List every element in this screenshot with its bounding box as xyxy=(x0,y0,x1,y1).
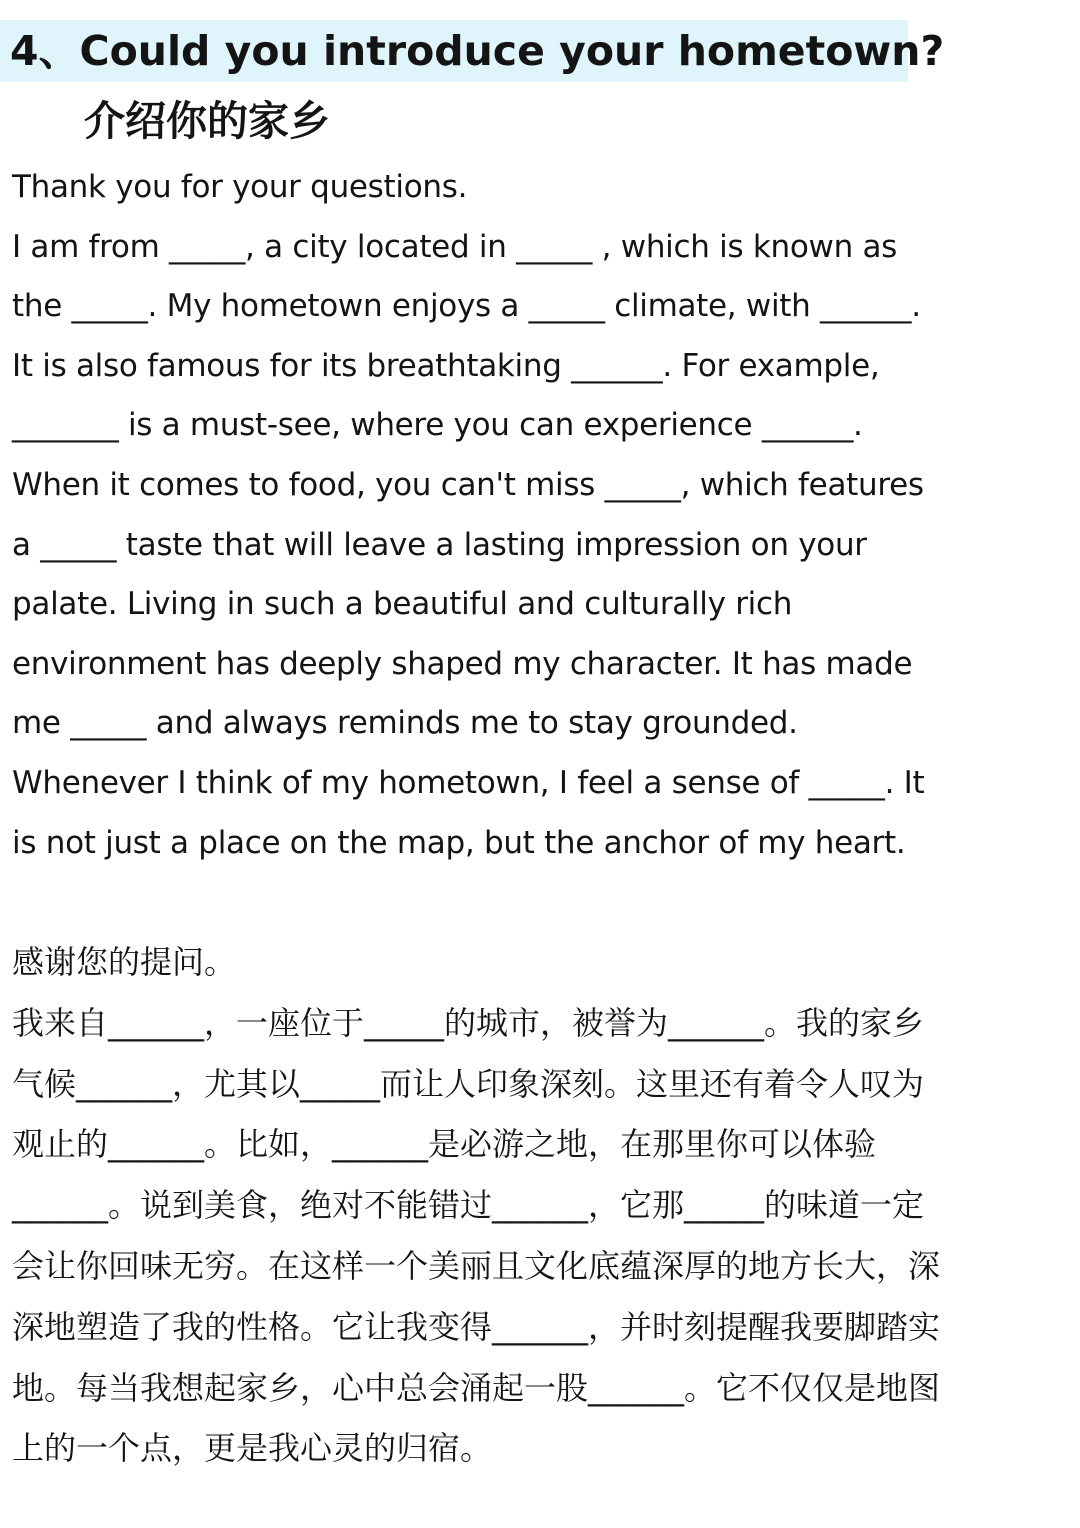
english-line: It is also famous for its breathtaking ______. For example, xyxy=(12,347,880,384)
chinese-line: 上的一个点，更是我心灵的归宿。 xyxy=(12,1429,493,1468)
english-line: Thank you for your questions. xyxy=(12,169,468,205)
english-line: palate. Living in such a beautiful and culturally rich xyxy=(12,586,793,623)
english-line: When it comes to food, you can't miss _____, which features xyxy=(12,466,924,503)
english-line: is not just a place on the map, but the anchor of my heart. xyxy=(12,824,906,861)
english-line: _______ is a must-see, where you can experience ______. xyxy=(12,407,863,444)
chinese-line: 地。每当我想起家乡，心中总会涌起一股______。它不仅仅是地图 xyxy=(12,1368,941,1407)
english-line: Whenever I think of my hometown, I feel a sense of _____. It xyxy=(12,764,925,801)
english-line: me _____ and always reminds me to stay grounded. xyxy=(12,705,798,742)
english-line: I am from _____, a city located in _____ , which is known as xyxy=(12,228,898,265)
chinese-answer xyxy=(12,932,1080,1479)
english-answer xyxy=(12,158,1080,873)
chinese-line: 气候______，尤其以_____而让人印象深刻。这里还有着令人叹为 xyxy=(12,1064,925,1103)
chinese-line: 会让你回味无穷。在这样一个美丽且文化底蕴深厚的地方长大，深 xyxy=(12,1246,941,1285)
english-line: a _____ taste that will leave a lasting impression on your xyxy=(12,526,867,563)
chinese-line: 观止的______。比如，______是必游之地，在那里你可以体验 xyxy=(12,1125,877,1164)
chinese-line: 感谢您的提问。 xyxy=(12,943,237,981)
chinese-line: 我来自______，一座位于_____的城市，被誉为______。我的家乡 xyxy=(12,1003,925,1042)
chinese-line: 深地塑造了我的性格。它让我变得______，并时刻提醒我要脚踏实 xyxy=(12,1307,941,1346)
english-line: the _____. My hometown enjoys a _____ climate, with ______. xyxy=(12,288,921,325)
question-title: 4、Could you introduce your hometown? xyxy=(10,27,945,75)
question-title-chinese: 介绍你的家乡 xyxy=(84,97,330,145)
english-line: environment has deeply shaped my character. It has made xyxy=(12,645,913,682)
chinese-line: ______。说到美食，绝对不能错过______，它那_____的味道一定 xyxy=(12,1186,925,1225)
